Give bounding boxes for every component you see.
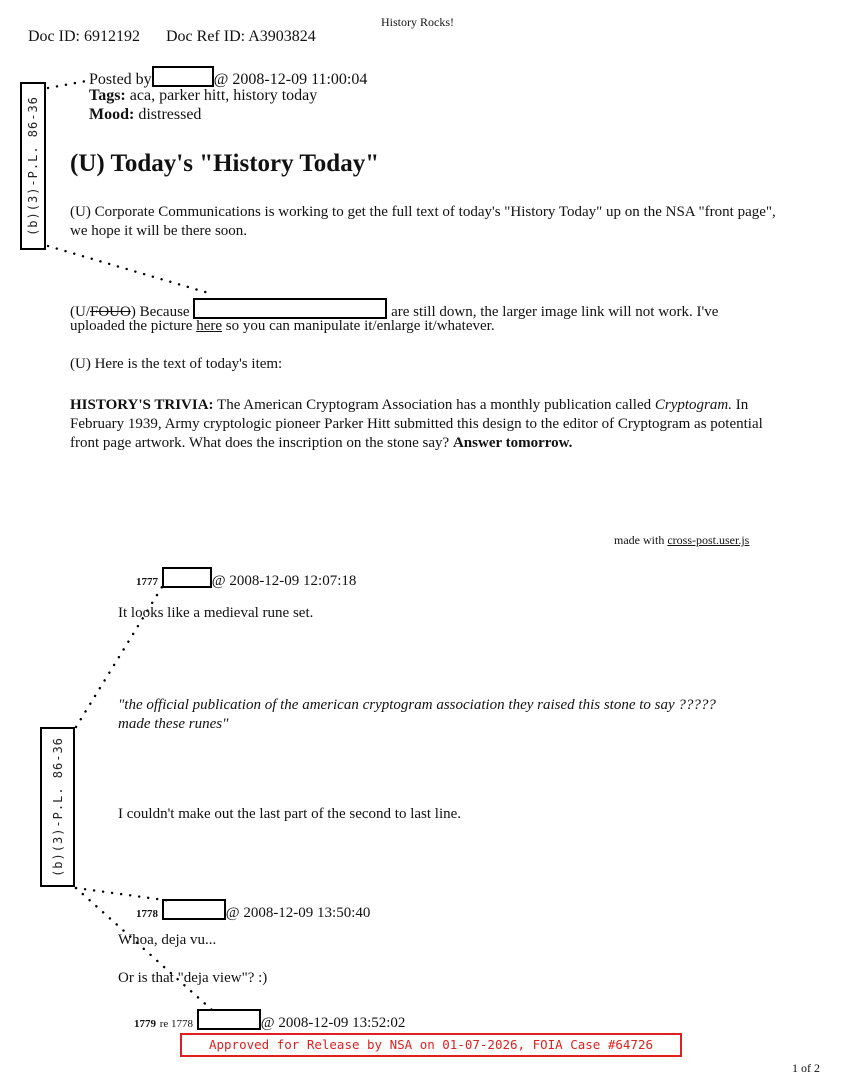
redaction-box [162,899,226,920]
comment-timestamp: @ 2008-12-09 13:52:02 [260,1015,406,1031]
tags-value: aca, parker hitt, history today [129,87,318,104]
trivia-answer: Answer tomorrow. [452,435,573,451]
comment-id: 1779 [134,1018,156,1030]
comment-reply-to: re 1778 [159,1018,194,1030]
tags-label: Tags: [89,87,126,104]
comment-header [134,1009,405,1034]
page-number: 1 of 2 [792,1061,820,1075]
post-paragraph-2-line2 [70,317,495,336]
comment-text: I couldn't make out the last part of the second to last line. [118,806,462,822]
trivia-publication: Cryptogram. [654,397,732,413]
doc-ref-id: Doc Ref ID: A3903824 [166,28,316,45]
post-paragraph-1: (U) Corporate Communications is working to get the full text of today's "History Today" up on the NSA "front page", we hope it will be there soon. [70,204,776,239]
paragraph-2-text: so you can manipulate it/enlarge it/whatever. [222,318,495,334]
classification-prefix: (U/ [70,304,90,320]
comment-timestamp: @ 2008-12-09 12:07:18 [211,573,357,589]
made-with [614,533,749,548]
comment-header [136,567,356,592]
redaction-stamp-text: (b)(3)-P.L. 86-36 [26,96,41,236]
post-paragraph-3: (U) Here is the text of today's item: [70,356,283,372]
posted-timestamp: @ 2008-12-09 11:00:04 [213,71,368,88]
redaction-box [162,567,212,588]
trivia-label: HISTORY'S TRIVIA: [70,397,214,413]
mood-label: Mood: [89,106,135,123]
release-notice: Approved for Release by NSA on 01-07-2026, FOIA Case #64726 [180,1033,682,1057]
comment-timestamp: @ 2008-12-09 13:50:40 [225,905,371,921]
redaction-box [193,298,387,319]
trivia-text: In February 1939, Army cryptologic pioneer Parker Hitt submitted this design to the editor of Cryptogram as potential front page artwork. What does the inscription on the stone say? [70,397,763,451]
redaction-stamp-top [20,82,46,250]
history-trivia [70,396,790,453]
paragraph-2-text: ) Because [130,304,190,320]
post-title: (U) Today's "History Today" [70,150,380,177]
paragraph-2-text: are still down, the larger image link will not work. I've [391,304,719,320]
comment-text: Or is that "deja view"? :) [118,970,268,986]
comment-text: Whoa, deja vu... [118,932,217,948]
redaction-stamp-bottom [40,727,75,887]
trivia-text: The American Cryptogram Association has a monthly publication called [213,397,655,413]
comment-id: 1777 [136,576,158,588]
redaction-box [152,66,214,87]
comment-header [136,899,370,924]
here-link[interactable]: here [196,318,223,334]
posted-by-label: Posted by [89,71,152,88]
post-tags [89,86,317,105]
redaction-stamp-text: (b)(3)-P.L. 86-36 [50,737,65,877]
comment-quote: "the official publication of the american cryptogram association they raised this stone to say ????? made these runes" [118,697,716,732]
made-with-label: made with [614,533,668,547]
paragraph-2-text: uploaded the picture [70,318,197,334]
redaction-box [197,1009,261,1030]
doc-id: Doc ID: 6912192 [28,28,140,45]
comment-text: It looks like a medieval rune set. [118,605,314,621]
comment-id: 1778 [136,908,158,920]
struck-classification: FOUO [90,304,131,320]
post-mood [89,105,201,124]
made-with-link[interactable]: cross-post.user.js [667,533,750,547]
site-title: History Rocks! [381,15,454,29]
mood-value: distressed [138,106,202,123]
